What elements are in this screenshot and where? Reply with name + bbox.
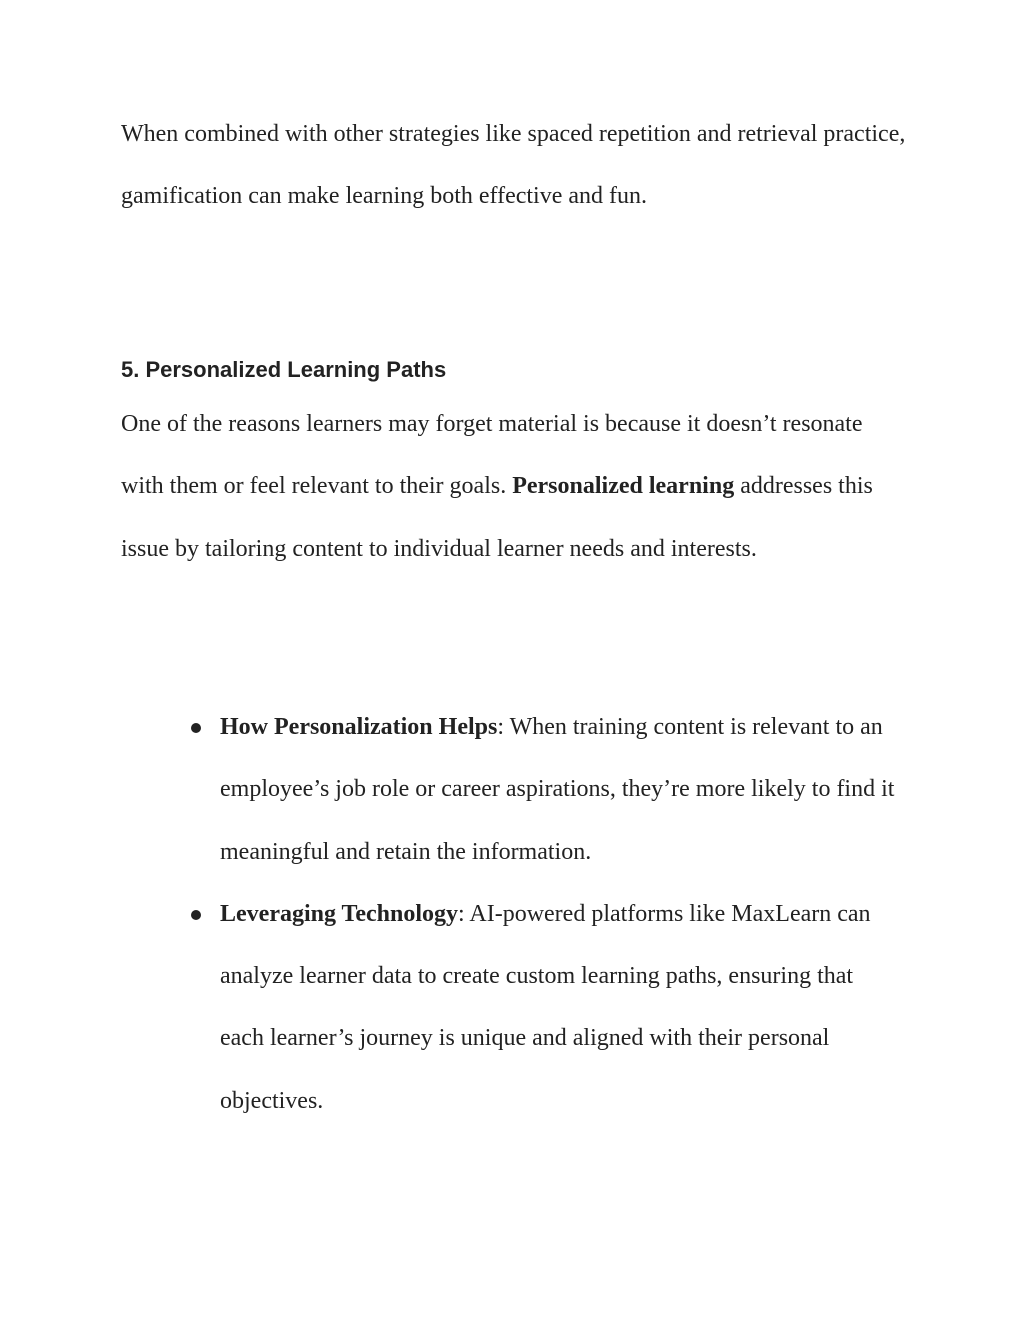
bullet-icon [191, 910, 201, 920]
section-heading: 5. Personalized Learning Paths [121, 357, 447, 382]
body-bold-term: Personalized learning [512, 473, 735, 500]
bullet-icon [191, 723, 201, 733]
body-text-end: addresses this issue by tailoring content to individual learner needs and interests. [121, 473, 873, 562]
list-item-text: : AI-powered platforms like MaxLearn can analyze learner data to create custom learning paths, ensuring that each learner’s journey is unique and aligned with their personal objectives. [220, 900, 871, 1114]
intro-paragraph: When combined with other strategies like spaced repetition and retrieval practice, gamification can make learning both effective and fun. [121, 121, 906, 210]
body-paragraph [121, 393, 911, 580]
bullet-list [0, 696, 1024, 1132]
list-item-title: How Personalization Helps [220, 714, 498, 740]
body-text-start: One of the reasons learners may forget material is because it doesn’t resonate with them or feel relevant to their goals. [121, 411, 863, 500]
list-item [0, 696, 900, 883]
list-item [0, 883, 900, 1132]
list-item-text: : When training content is relevant to an employee’s job role or career aspirations, they’re more likely to find it meaningful and retain the information. [220, 714, 895, 865]
list-item-title: Leveraging Technology [220, 900, 459, 927]
